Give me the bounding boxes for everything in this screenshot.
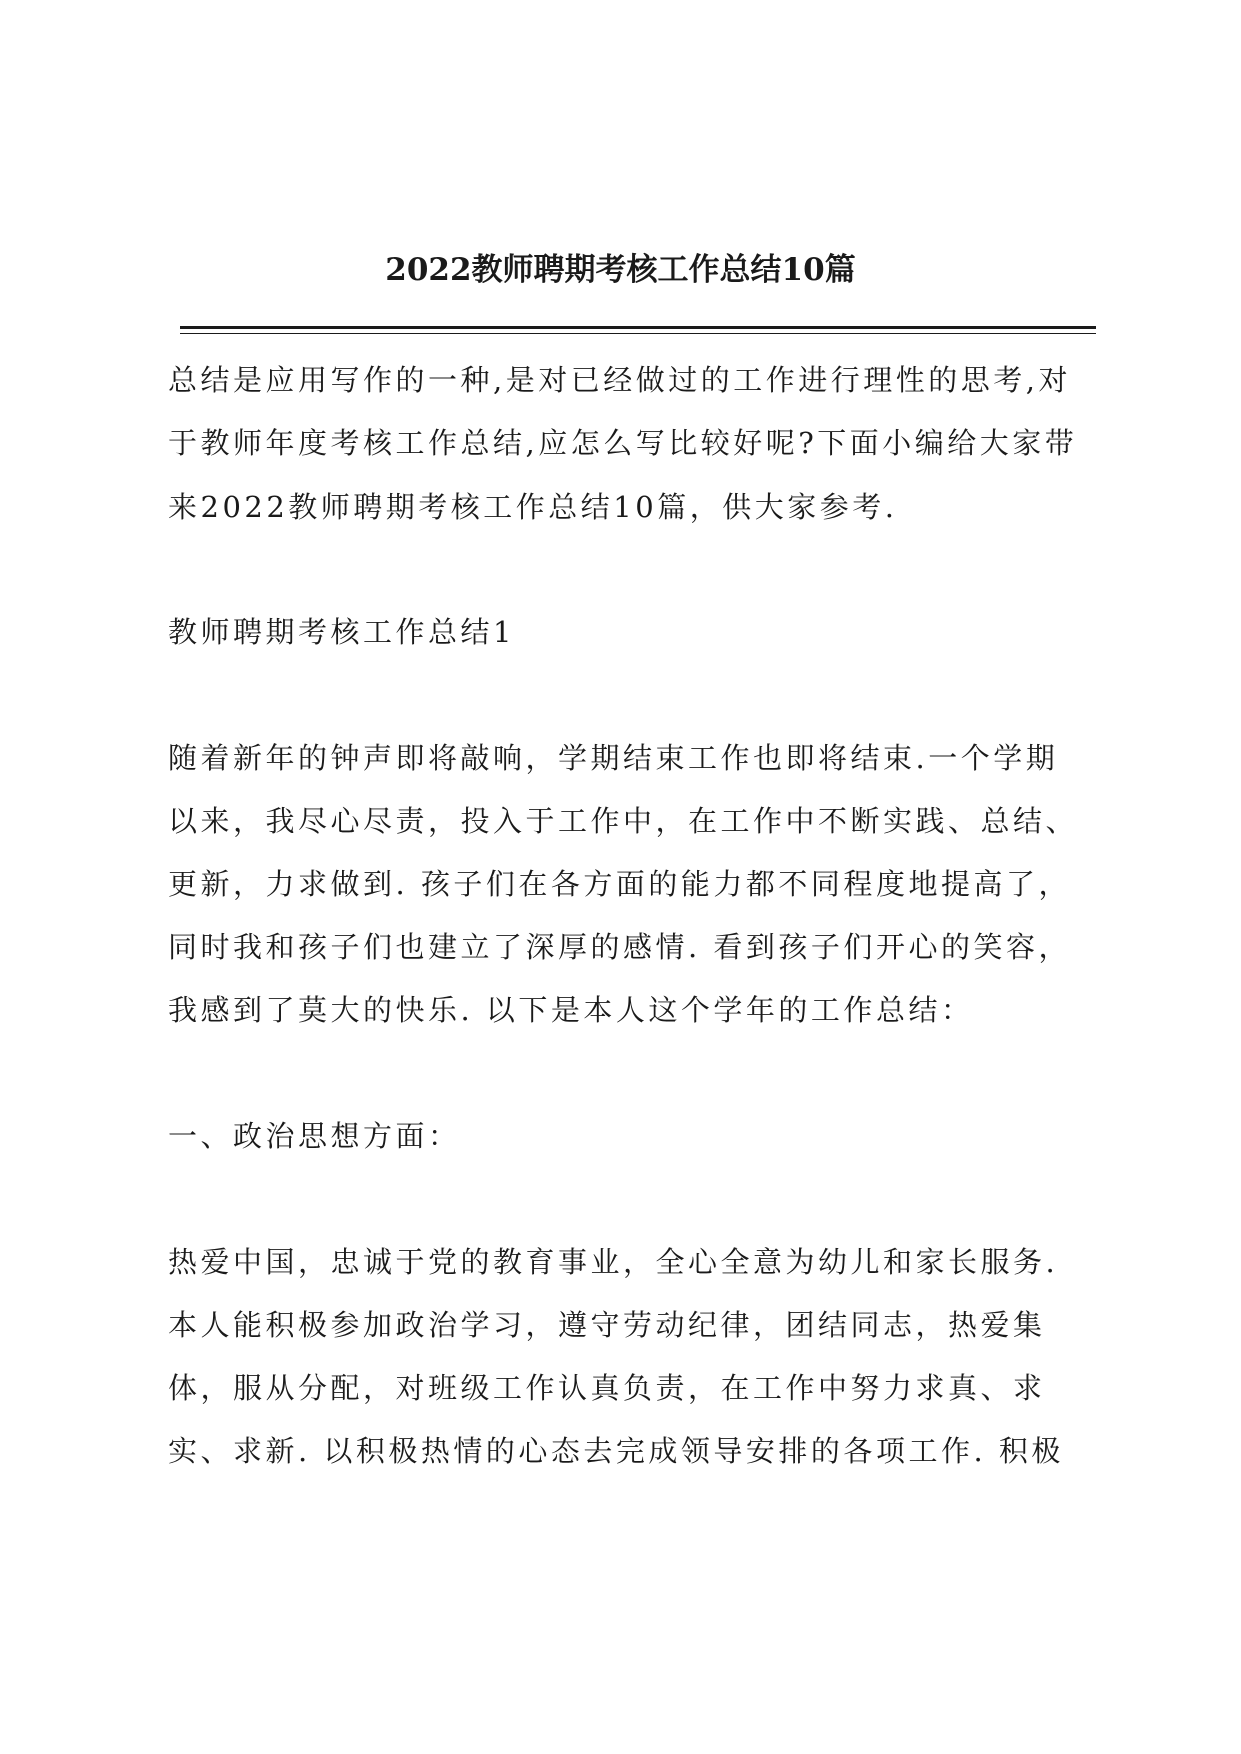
document-title: 2022教师聘期考核工作总结10篇 xyxy=(385,252,856,288)
title-divider-thick xyxy=(180,326,1096,329)
paragraph-1-line-1: 随着新年的钟声即将敲响，学期结束工作也即将结束.一个学期 xyxy=(168,741,1059,775)
title-divider-thin xyxy=(180,333,1096,334)
paragraph-1-line-4: 同时我和孩子们也建立了深厚的感情. 看到孩子们开心的笑容， xyxy=(168,930,1071,964)
intro-line-3: 来2022教师聘期考核工作总结10篇，供大家参考. xyxy=(168,490,898,524)
paragraph-1-line-5: 我感到了莫大的快乐. 以下是本人这个学年的工作总结： xyxy=(168,993,974,1027)
subsection-heading: 一、政治思想方面： xyxy=(168,1119,461,1153)
paragraph-2-line-4: 实、求新. 以积极热情的心态去完成领导安排的各项工作. 积极 xyxy=(168,1434,1064,1468)
intro-line-1: 总结是应用写作的一种,是对已经做过的工作进行理性的思考,对 xyxy=(168,363,1071,397)
paragraph-1-line-3: 更新，力求做到. 孩子们在各方面的能力都不同程度地提高了， xyxy=(168,867,1071,901)
paragraph-1-line-2: 以来，我尽心尽责，投入于工作中，在工作中不断实践、总结、 xyxy=(168,804,1079,838)
paragraph-2-line-1: 热爱中国，忠诚于党的教育事业，全心全意为幼儿和家长服务. xyxy=(168,1245,1059,1279)
intro-line-2: 于教师年度考核工作总结,应怎么写比较好呢?下面小编给大家带 xyxy=(168,426,1078,460)
paragraph-2-line-2: 本人能积极参加政治学习，遵守劳动纪律，团结同志，热爱集 xyxy=(168,1308,1046,1342)
section-heading: 教师聘期考核工作总结1 xyxy=(168,615,515,649)
paragraph-2-line-3: 体，服从分配，对班级工作认真负责，在工作中努力求真、求 xyxy=(168,1371,1046,1405)
